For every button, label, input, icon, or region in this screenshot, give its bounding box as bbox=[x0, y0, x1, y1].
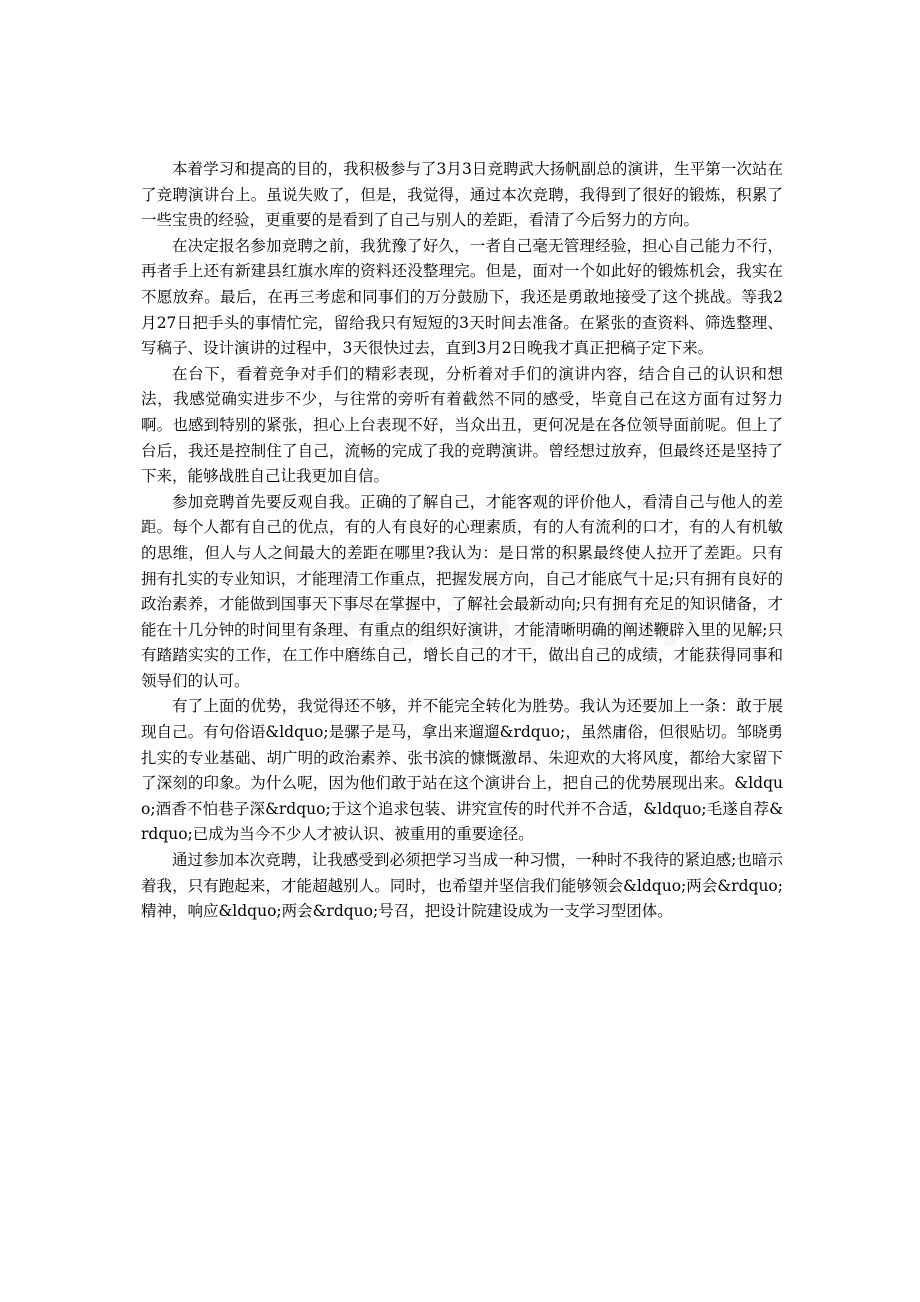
paragraph-4: 参加竞聘首先要反观自我。正确的了解自己，才能客观的评价他人，看清自己与他人的差距。每个人都有自己的优点，有的人有良好的心理素质，有的人有流利的口才，有的人有机敏的思维，但人与人之间最大的差距在哪里?我认为：是日常的积累最终使人拉开了差距。只有拥有扎实的专业知识，才能理清工作重点，把握发展方向，自己才能底气十足;只有拥有良好的政治素养，才能做到国事天下事尽在掌握中，了解社会最新动向;只有拥有充足的知识储备，才能在十几分钟的时间里有条理、有重点的组织好演讲，才能清晰明确的阐述鞭辟入里的见解;只有踏踏实实的工作，在工作中磨练自己，增长自己的才干，做出自己的成绩，才能获得同事和领导们的认可。 bbox=[141, 492, 783, 690]
paragraph-2: 在决定报名参加竞聘之前，我犹豫了好久，一者自己毫无管理经验，担心自己能力不行，再者手上还有新建县红旗水库的资料还没整理完。但是，面对一个如此好的锻炼机会，我实在不愿放弃。最后，在再三考虑和同事们的万分鼓励下，我还是勇敢地接受了这个挑战。等我2月27日把手头的事情忙完，留给我只有短短的3天时间去准备。在紧张的查资料、筛选整理、写稿子、设计演讲的过程中，3天很快过去，直到3月2日晚我才真正把稿子定下来。 bbox=[141, 236, 783, 358]
paragraph-1: 本着学习和提高的目的，我积极参与了3月3日竞聘武大扬帆副总的演讲，生平第一次站在了竞聘演讲台上。虽说失败了，但是，我觉得，通过本次竞聘，我得到了很好的锻炼，积累了一些宝贵的经验，更重要的是看到了自己与别人的差距，看清了今后努力的方向。 bbox=[141, 160, 783, 230]
paragraph-6: 通过参加本次竞聘，让我感受到必须把学习当成一种习惯，一种时不我待的紧迫感;也暗示着我，只有跑起来，才能超越别人。同时，也希望并坚信我们能够领会&ldquo;两会&rdquo;精神，响应&ldquo;两会&rdquo;号召，把设计院建设成为一支学习型团体。 bbox=[141, 851, 783, 921]
document-body bbox=[141, 157, 783, 925]
paragraph-3: 在台下，看着竞争对手们的精彩表现，分析着对手们的演讲内容，结合自己的认识和想法，我感觉确实进步不少，与往常的旁听有着截然不同的感受，毕竟自己在这方面有过努力啊。也感到特别的紧张，担心上台表现不好，当众出丑，更何况是在各位领导面前呢。但上了台后，我还是控制住了自己，流畅的完成了我的竞聘演讲。曾经想过放弃，但最终还是坚持了下来，能够战胜自己让我更加自信。 bbox=[141, 364, 783, 486]
paragraph-5: 有了上面的优势，我觉得还不够，并不能完全转化为胜势。我认为还要加上一条：敢于展现自己。有句俗语&ldquo;是骡子是马，拿出来遛遛&rdquo;，虽然庸俗，但很贴切。邹晓勇扎实的专业基础、胡广明的政治素养、张书滨的慷慨激昂、朱迎欢的大将风度，都给大家留下了深刻的印象。为什么呢，因为他们敢于站在这个演讲台上，把自己的优势展现出来。&ldquo;酒香不怕巷子深&rdquo;于这个追求包装、讲究宣传的时代并不合适，&ldquo;毛遂自荐&rdquo;已成为当今不少人才被认识、被重用的重要途径。 bbox=[141, 697, 783, 844]
